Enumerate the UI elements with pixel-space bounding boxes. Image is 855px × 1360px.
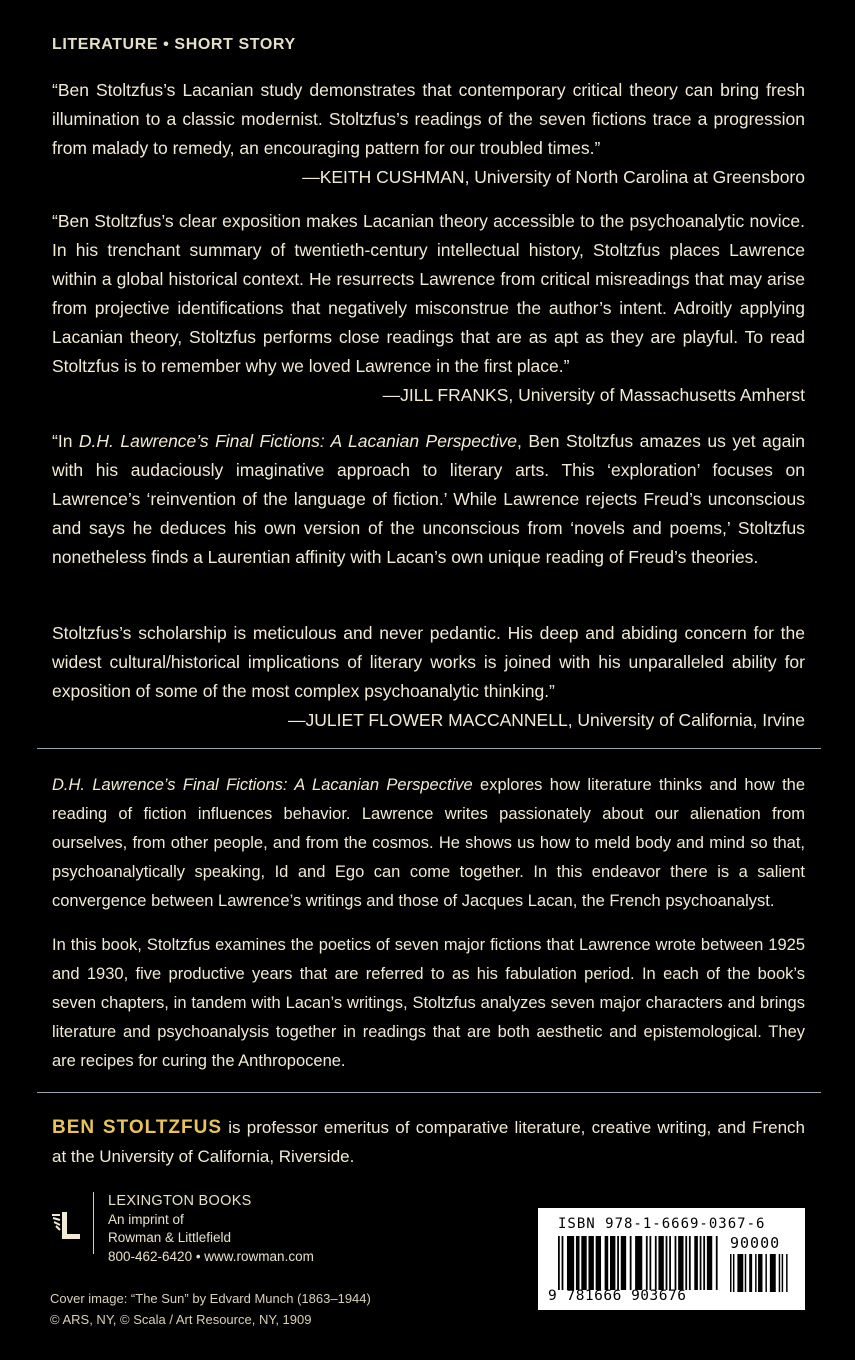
- barcode-bar: [730, 1254, 731, 1292]
- barcode-bar: [749, 1254, 752, 1292]
- barcode: [538, 1208, 805, 1310]
- barcode-bar: [782, 1254, 783, 1292]
- quote-attribution: —KEITH CUSHMAN, University of North Carolina at Greensboro: [302, 167, 805, 187]
- barcode-bar: [669, 1236, 671, 1290]
- barcode-bar: [655, 1236, 657, 1290]
- author-name: BEN STOLTZFUS: [52, 1117, 223, 1138]
- barcode-bar: [646, 1236, 648, 1290]
- barcode-bar: [694, 1236, 698, 1290]
- category-label: LITERATURE • SHORT STORY: [52, 36, 296, 53]
- barcode-bar: [703, 1236, 705, 1290]
- credit-line-2: © ARS, NY, © Scala / Art Resource, NY, 1909: [50, 1312, 312, 1327]
- publisher-divider: [93, 1192, 94, 1254]
- quote-maccannell-part2: [52, 619, 805, 735]
- barcode-bar: [770, 1254, 776, 1292]
- barcode-bar: [635, 1236, 642, 1290]
- barcode-bar: [755, 1254, 756, 1292]
- barcode-bar: [716, 1236, 718, 1290]
- barcode-bar: [786, 1254, 787, 1292]
- book-title: D.H. Lawrence’s Final Fictions: A Lacanian Perspective: [52, 776, 473, 794]
- lexington-logo-icon: [50, 1212, 82, 1244]
- author-bio: [52, 1113, 805, 1171]
- publisher-contact: 800-462-6420 • www.rowman.com: [108, 1248, 314, 1264]
- publisher-parent: Rowman & Littlefield: [108, 1230, 232, 1245]
- barcode-bar: [689, 1236, 691, 1290]
- barcode-bar: [617, 1236, 619, 1290]
- divider: [37, 748, 821, 749]
- isbn-label: ISBN 978-1-6669-0367-6: [558, 1216, 766, 1232]
- barcode-bar: [558, 1236, 560, 1290]
- divider: [37, 1092, 821, 1093]
- publisher-info: [108, 1192, 314, 1266]
- barcode-bar: [745, 1254, 746, 1292]
- ean-digits: 9 781666 903676: [548, 1288, 687, 1304]
- barcode-bar: [700, 1236, 702, 1290]
- barcode-bar: [765, 1254, 766, 1292]
- cover-credit: [50, 1288, 371, 1330]
- quote-attribution: —JULIET FLOWER MACCANNELL, University of California, Irvine: [287, 710, 805, 730]
- publisher-name: LEXINGTON BOOKS: [108, 1193, 252, 1209]
- quote-franks: [52, 207, 805, 410]
- barcode-bar: [779, 1254, 780, 1292]
- price-code: 90000: [730, 1234, 781, 1252]
- barcode-bar: [649, 1236, 651, 1290]
- barcode-bar: [733, 1254, 734, 1292]
- quote-text: “Ben Stoltzfus’s clear exposition makes Lacanian theory accessible to the psychoanalytic novice. In his trenchant summary of twentieth-century intellectual history, Stoltzfus places Lawrence within a global historical context. He resurrects Lawrence from critical misreadings that may arise from projective identifications that negatively misconstrue the author’s intent. Adroitly applying Lacanian theory, Stoltzfus performs close readings that are as apt as they are playful. To read Stoltzfus is to remember why we loved Lawrence in the first place.”: [52, 211, 805, 376]
- description-text: explores how literature thinks and how the reading of fiction influences behavior. Lawrence writes passionately about our alienation from ourselves, from other people, and from the cosmos. He shows us how to meld body and mind so that, psychoanalytically speaking, Id and Ego can come together. In this endeavor there is a salient convergence between Lawrence’s writings and those of Jacques Lacan, the French psychoanalyst.: [52, 776, 806, 910]
- barcode-bar: [658, 1236, 663, 1290]
- barcode-bar: [596, 1236, 601, 1290]
- barcode-bar: [707, 1236, 712, 1290]
- barcode-bar: [737, 1254, 743, 1292]
- quote-attribution: —JILL FRANKS, University of Massachusetts Amherst: [382, 385, 805, 405]
- barcode-bar: [588, 1236, 593, 1290]
- publisher-block: [50, 1192, 370, 1262]
- author-bio-text: is professor emeritus of comparative literature, creative writing, and French at the University of California, Riverside.: [52, 1118, 805, 1166]
- quote-cushman: [52, 76, 805, 192]
- quote-text: “Ben Stoltzfus’s Lacanian study demonstrates that contemporary critical theory can bring fresh illumination to a classic modernist. Stoltzfus’s readings of the seven fictions trace a progression from malady to remedy, an encouraging pattern for our troubled times.”: [52, 80, 805, 158]
- description-para-2: In this book, Stoltzfus examines the poetics of seven major fictions that Lawrence wrote between 1925 and 1930, five productive years that are referred to as his fabulation period. In each of the book’s seven chapters, in tandem with Lacan’s writings, Stoltzfus analyzes seven major characters and brings literature and psychoanalysis together in readings that are both aesthetic and epistemological. They are recipes for curing the Anthropocene.: [52, 936, 805, 1070]
- barcode-bar: [758, 1254, 762, 1292]
- barcode-bar: [621, 1236, 626, 1290]
- barcode-bar: [581, 1236, 586, 1290]
- book-title: D.H. Lawrence’s Final Fictions: A Lacanian Perspective: [78, 431, 517, 451]
- quote-text: , Ben Stoltzfus amazes us yet again with his audaciously imaginative approach to literary arts. This ‘exploration’ focuses on Lawrence’s ‘reinvention of the language of fiction.’ While Lawrence rejects Freud’s unconscious and says he deduces his own version of the unconscious from ‘novels and poems,’ Stoltzfus nonetheless finds a Laurentian affinity with Lacan’s own unique reading of Freud’s theories.: [52, 431, 805, 567]
- barcode-bar: [610, 1236, 615, 1290]
- quote-maccannell-part1: [52, 427, 805, 572]
- barcode-bar: [630, 1236, 632, 1290]
- ean-barcode-bars: [558, 1236, 723, 1290]
- barcode-bar: [576, 1236, 580, 1290]
- barcode-bar: [605, 1236, 609, 1290]
- barcode-bar: [675, 1236, 677, 1290]
- description-para-1: [52, 771, 805, 916]
- barcode-bar: [562, 1236, 564, 1290]
- quote-open: “In: [52, 431, 79, 451]
- barcode-bar: [678, 1236, 683, 1290]
- barcode-bar: [666, 1236, 668, 1290]
- publisher-imprint: An imprint of: [108, 1211, 184, 1227]
- price-barcode-bars: [730, 1254, 792, 1292]
- barcode-bar: [567, 1236, 574, 1290]
- quote-text: Stoltzfus’s scholarship is meticulous and never pedantic. His deep and abiding concern for the widest cultural/historical implications of literary works is joined with his unparalleled ability for exposition of some of the most complex psychoanalytic thinking.”: [52, 623, 805, 701]
- barcode-bar: [685, 1236, 687, 1290]
- credit-line-1: Cover image: “The Sun” by Edvard Munch (1863–1944): [50, 1291, 371, 1306]
